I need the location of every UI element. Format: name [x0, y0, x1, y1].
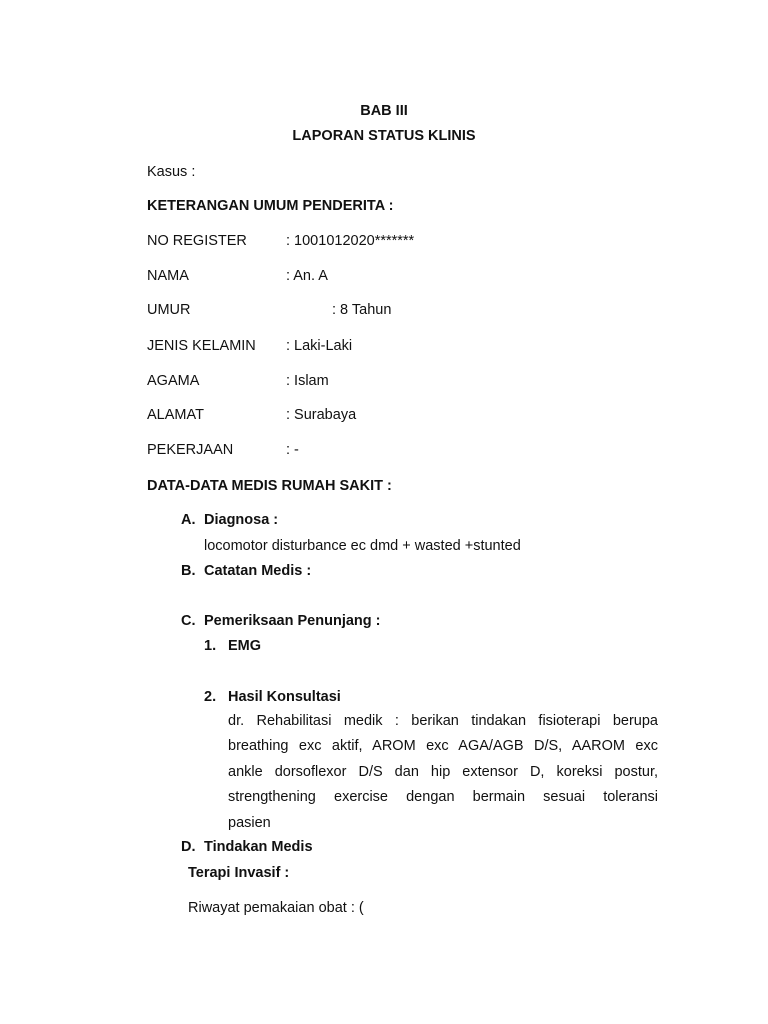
field-value-jenis-kelamin: : Laki-Laki [286, 338, 353, 354]
keterangan-heading: KETERANGAN UMUM PENDERITA : [147, 198, 394, 214]
section-d-marker: D. [181, 839, 196, 855]
field-label-umur: UMUR [147, 302, 191, 318]
konsultasi-line-5: pasien [228, 815, 271, 831]
medis-heading: DATA-DATA MEDIS RUMAH SAKIT : [147, 478, 392, 494]
field-value-umur: : 8 Tahun [332, 302, 392, 318]
section-a-marker: A. [181, 512, 196, 528]
section-c-title: Pemeriksaan Penunjang : [204, 613, 381, 629]
section-d-title: Tindakan Medis [204, 839, 313, 855]
item-2-marker: 2. [204, 689, 217, 705]
section-b-marker: B. [181, 563, 196, 579]
field-value-alamat: : Surabaya [286, 407, 357, 423]
report-title: LAPORAN STATUS KLINIS [292, 128, 476, 144]
konsultasi-line-1: dr. Rehabilitasi medik : berikan tindakan fisioterapi berupa [228, 713, 658, 729]
field-label-nama: NAMA [147, 268, 189, 284]
field-value-pekerjaan: : - [286, 442, 299, 458]
field-label-jenis-kelamin: JENIS KELAMIN [147, 338, 256, 354]
konsultasi-line-4: strengthening exercise dengan bermain sesuai toleransi [228, 789, 658, 805]
field-label-alamat: ALAMAT [147, 407, 204, 423]
field-label-pekerjaan: PEKERJAAN [147, 442, 234, 458]
field-value-no-register: : 1001012020******* [286, 233, 415, 249]
field-label-agama: AGAMA [147, 373, 200, 389]
item-1-marker: 1. [204, 638, 217, 654]
konsultasi-line-2: breathing exc aktif, AROM exc AGA/AGB D/S, AAROM exc [228, 738, 658, 754]
chapter-heading: BAB III [360, 103, 408, 119]
riwayat-text: Riwayat pemakaian obat : ( [188, 900, 364, 916]
item-1-title: EMG [228, 638, 262, 654]
terapi-heading: Terapi Invasif : [188, 865, 290, 881]
kasus-label: Kasus : [147, 164, 196, 180]
field-label-no-register: NO REGISTER [147, 233, 247, 249]
konsultasi-line-3: ankle dorsoflexor D/S dan hip extensor D, koreksi postur, [228, 764, 658, 780]
field-value-nama: : An. A [286, 268, 328, 284]
section-b-title: Catatan Medis : [204, 563, 312, 579]
diagnosa-text: locomotor disturbance ec dmd + wasted +stunted [204, 538, 521, 554]
section-c-marker: C. [181, 613, 196, 629]
section-a-title: Diagnosa : [204, 512, 279, 528]
item-2-title: Hasil Konsultasi [228, 689, 341, 705]
field-value-agama: : Islam [286, 373, 329, 389]
